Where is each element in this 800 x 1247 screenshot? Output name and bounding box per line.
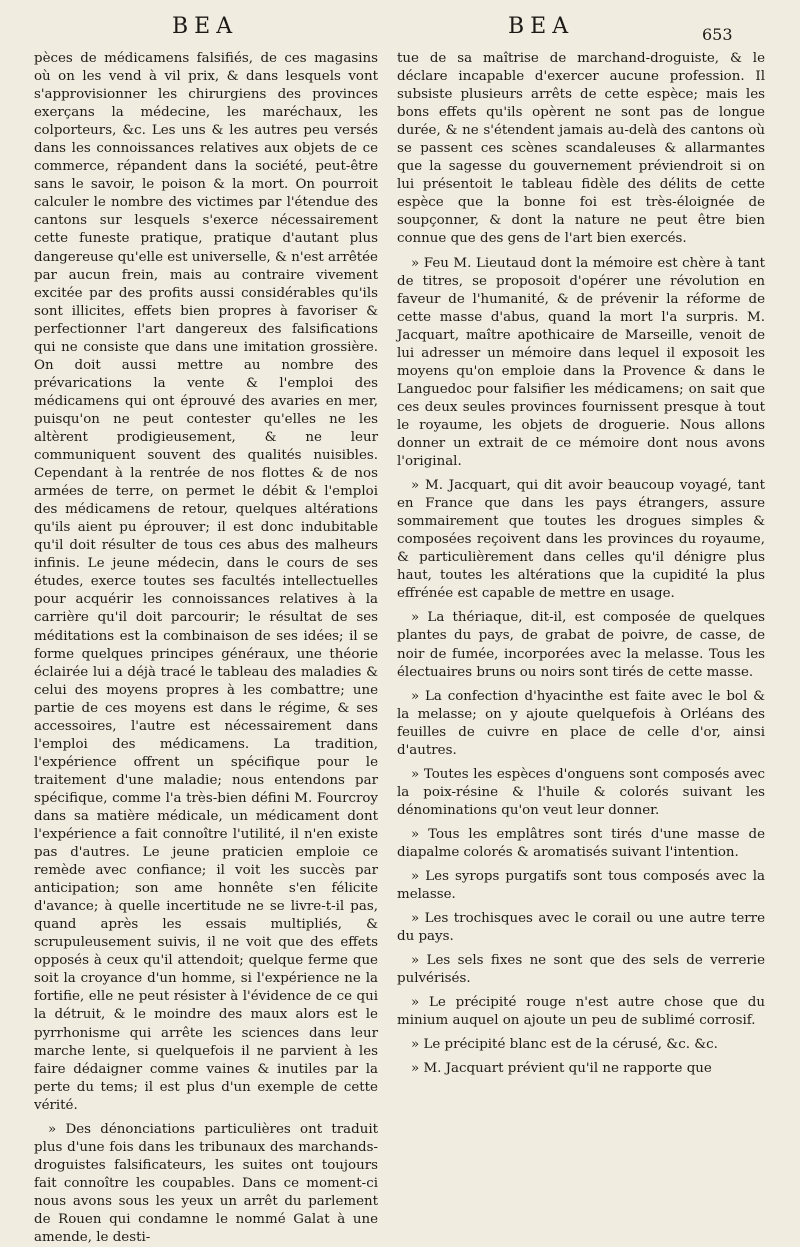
left-column <box>34 50 378 1247</box>
page-number: 653 <box>702 25 733 44</box>
right-paragraph-2: » Feu M. Lieutaud dont la mémoire est chère à tant de titres, se proposoit d'opérer une révolution en faveur de l'humanité, & de prévenir la réforme de cette masse d'abus, quand la mort l'a surpris. M. Jacquart, maître apothicaire de Marseille, venoit de lui adresser un mémoire dans lequel il exposoit les moyens qu'on emploie dans la Provence & dans le Languedoc pour falsifier les médicamens; on sait que ces deux seules provinces fournissent presque à tout le royaume, les objets de droguerie. Nous allons donner un extrait de ce mémoire dont nous avons l'original. <box>397 255 765 470</box>
right-paragraph-9: » Les trochisques avec le corail ou une autre terre du pays. <box>397 911 765 945</box>
right-paragraph-13: » M. Jacquart prévient qu'il ne rapporte que <box>411 1061 712 1077</box>
left-paragraph-1: pèces de médicamens falsifiés, de ces magasins où on les vend à vil prix, & dans lesquels vont s'approvisionner les chirurgiens des provinces exerçans la médecine, les maréchaux, les colporteurs, &c. Les uns & les autres peu versés dans les connoissances relatives aux objets de ce commerce, répandent dans la société, peut-être sans le savoir, le poison & la mort. On pourroit calculer le nombre des victimes par l'étendue des cantons sur lesquels s'exerce nécessairement cette funeste pratique, pratique d'autant plus dangereuse qu'elle est universelle, & n'est arrêtée par aucun frein, mais au contraire vivement excitée par des profits aussi considérables qu'ils sont illicites, effets bien propres à favoriser & perfectionner l'art dangereux des falsifications qui ne consiste que dans une imitation grossière. On doit aussi mettre au nombre des prévarications la vente & l'emploi des médicamens qui ont éprouvé des avaries en mer, puisqu'on ne peut contester qu'elles ne les altèrent prodigieusement, & ne leur communiquent souvent des qualités nuisibles. Cependant à la rentrée de nos flottes & de nos armées de terre, on permet le débit & l'emploi des médicamens de retour, quelques altérations qu'ils aient pu éprouver; il est donc indubitable qu'il doit résulter de tous ces abus des malheurs infinis. Le jeune médecin, dans le cours de ses études, exerce toutes ses facultés intellectuelles pour acquérir les connoissances relatives à la carrière qu'il doit parcourir; le résultat de ses méditations est la combinaison de ses idées; il se forme quelques principes généraux, une théorie éclairée lui a déjà tracé le tableau des maladies & celui des moyens propres à les combattre; une partie de ces moyens est dans le régime, & ses accessoires, l'autre est nécessairement dans l'emploi des médicamens. La tradition, l'expérience offrent un spécifique pour le traitement d'une maladie; nous entendons par spécifique, comme l'a très-bien défini M. Fourcroy dans sa matière médicale, un médicament dont l'expérience a fait connoître l'utilité, il n'en existe pas d'autres. Le jeune praticien emploie ce remède avec confiance; il voit les succès par anticipation; son ame honnête s'en félicite d'avance; à quelle incertitude ne se livre-t-il pas, quand après les essais multipliés, & scrupuleusement suivis, il ne voit que des effets opposés à ceux qu'il attendoit; quelque ferme que soit la croyance d'un homme, si l'expérience ne la fortifie, elle ne peut résister à l'évidence de ce qui la détruit, & le moindre des maux alors est le pyrrhonisme qui arrête les sciences dans leur marche lente, si quelquefois il ne parvient à les faire dédaigner comme vaines & inutiles par la perte du tems; il est plus d'un exemple de cette vérité. <box>34 51 378 1113</box>
right-column <box>397 50 765 1078</box>
right-paragraph-5: » La confection d'hyacinthe est faite avec le bol & la melasse; on y ajoute quelquefois à Orléans des feuilles de cuivre en place de celle d'or, ainsi d'autres. <box>397 688 765 758</box>
right-paragraph-3: » M. Jacquart, qui dit avoir beaucoup voyagé, tant en France que dans les pays étrangers, assure sommairement que toutes les drogues simples & composées reçoivent dans les provinces du royaume, & particulièrement dans celles qu'il dénigre plus haut, toutes les altérations que la cupidité la plus effrénée est capable de mettre en usage. <box>397 478 765 602</box>
right-paragraph-7: » Tous les emplâtres sont tirés d'une masse de diapalme colorés & aromatisés suivant l'intention. <box>397 826 765 860</box>
running-head-right: BEA <box>508 14 575 39</box>
right-paragraph-1: tue de sa maîtrise de marchand-droguiste, & le déclare incapable d'exercer aucune profession. Il subsiste plusieurs arrêts de cette espèce; mais les bons effets qu'ils opèrent ne sont pas de longue durée, & ne s'étendent jamais au-delà des cantons où se passent ces scènes scandaleuses & allarmantes que la sagesse du gouvernement préviendroit si on lui présentoit le tableau fidèle des délits de cette espèce que la bonne foi est très-éloignée de soupçonner, & dont la nature ne peut être bien connue que des gens de l'art bien exercés. <box>397 51 765 247</box>
right-paragraph-6: » Toutes les espèces d'onguens sont composés avec la poix-résine & l'huile & colorés suivant les dénominations qu'on veut leur donner. <box>397 766 765 818</box>
right-paragraph-12: » Le précipité blanc est de la cérusé, &c. &c. <box>411 1037 718 1053</box>
right-paragraph-10: » Les sels fixes ne sont que des sels de verrerie pulvérisés. <box>397 953 765 987</box>
right-paragraph-4: » La thériaque, dit-il, est composée de quelques plantes du pays, de grabat de poivre, de casse, de noir de fumée, incorporées avec la melasse. Tous les électuaires bruns ou noirs sont tirés de cette masse. <box>397 610 765 680</box>
right-paragraph-8: » Les syrops purgatifs sont tous composés avec la melasse. <box>397 869 765 903</box>
left-paragraph-2: » Des dénonciations particulières ont traduit plus d'une fois dans les tribunaux des marchands-droguistes falsificateurs, les suites ont toujours fait connoître les coupables. Dans ce moment-ci nous avons sous les yeux un arrêt du parlement de Rouen qui condamne le nommé Galat à une amende, le desti- <box>34 1121 378 1246</box>
running-head-left: BEA <box>172 14 239 39</box>
right-paragraph-11: » Le précipité rouge n'est autre chose que du minium auquel on ajoute un peu de sublimé corrosif. <box>397 995 765 1029</box>
